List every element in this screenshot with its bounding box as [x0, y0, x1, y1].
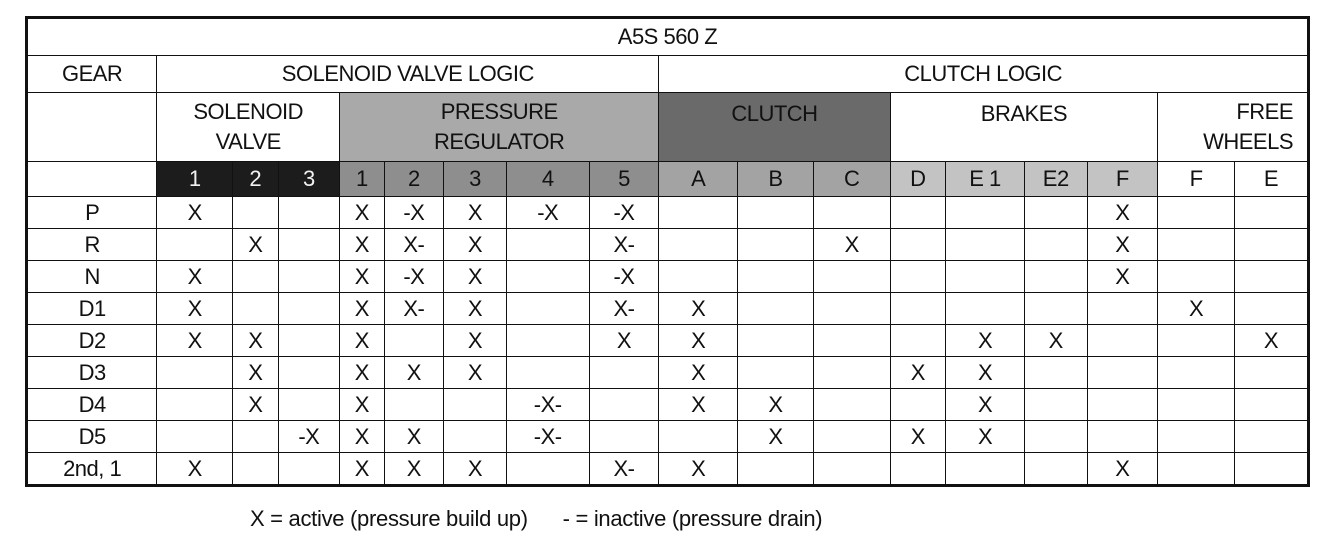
table-cell: X: [738, 389, 814, 421]
table-cell: [278, 293, 340, 325]
table-cell: X-: [384, 229, 444, 261]
table-cell: [659, 197, 738, 229]
solenoid-valve-header: [157, 93, 340, 162]
table-cell: X: [157, 325, 233, 357]
table-cell: [813, 357, 890, 389]
table-cell: X: [233, 229, 278, 261]
table-cell: X: [444, 453, 507, 486]
table-cell: [1158, 389, 1235, 421]
table-cell: X: [946, 325, 1025, 357]
table-cell: X-: [589, 229, 659, 261]
column-header: D: [890, 162, 946, 197]
column-header: F: [1158, 162, 1235, 197]
table-cell: X: [157, 293, 233, 325]
table-cell: X: [340, 325, 384, 357]
table-cell: -X: [589, 197, 659, 229]
table-cell: X: [340, 389, 384, 421]
gear-label: D5: [27, 421, 157, 453]
table-row: [27, 229, 1309, 261]
table-cell: X: [157, 261, 233, 293]
table-cell: [890, 293, 946, 325]
free-wheels-header: [1158, 93, 1309, 162]
clutch-header: CLUTCH: [659, 93, 890, 162]
table-cell: [890, 389, 946, 421]
table-cell: [659, 229, 738, 261]
column-header: 3: [278, 162, 340, 197]
table-cell: [1087, 325, 1158, 357]
table-cell: [813, 421, 890, 453]
table-cell: X: [340, 229, 384, 261]
table-cell: [233, 421, 278, 453]
gear-label: N: [27, 261, 157, 293]
table-cell: [890, 229, 946, 261]
table-cell: X: [890, 421, 946, 453]
table-cell: [738, 197, 814, 229]
table-row: [27, 421, 1309, 453]
column-header: 2: [233, 162, 278, 197]
column-header: E 1: [946, 162, 1025, 197]
table-cell: X: [340, 293, 384, 325]
table-cell: [506, 357, 589, 389]
table-cell: [157, 229, 233, 261]
table-cell: [659, 261, 738, 293]
table-cell: [278, 453, 340, 486]
table-cell: X: [659, 293, 738, 325]
table-cell: X: [444, 229, 507, 261]
table-cell: [1024, 261, 1087, 293]
header-line: PRESSURE: [440, 99, 558, 124]
table-cell: [1024, 421, 1087, 453]
table-cell: X: [659, 453, 738, 486]
table-cell: [384, 325, 444, 357]
legend-active: X = active (pressure build up): [250, 506, 528, 531]
table-cell: X: [659, 325, 738, 357]
table-cell: X: [1158, 293, 1235, 325]
solenoid-valve-logic-header: SOLENOID VALVE LOGIC: [157, 56, 659, 93]
column-header: E2: [1024, 162, 1087, 197]
table-cell: [278, 389, 340, 421]
table-cell: [1087, 421, 1158, 453]
table-cell: X: [1087, 229, 1158, 261]
table-cell: X: [738, 421, 814, 453]
table-cell: [233, 293, 278, 325]
header-line: FREE: [1236, 99, 1293, 124]
table-cell: [233, 261, 278, 293]
table-cell: [1087, 389, 1158, 421]
table-cell: [1158, 453, 1235, 486]
table-cell: X: [384, 421, 444, 453]
table-cell: [1158, 325, 1235, 357]
table-cell: [1235, 293, 1309, 325]
table-cell: X: [157, 197, 233, 229]
table-cell: [738, 453, 814, 486]
table-cell: [589, 357, 659, 389]
table-cell: [278, 325, 340, 357]
table-cell: -X: [589, 261, 659, 293]
table-cell: X: [157, 453, 233, 486]
column-header: C: [813, 162, 890, 197]
column-header: E: [1235, 162, 1309, 197]
table-cell: [444, 389, 507, 421]
table-cell: [444, 421, 507, 453]
table-cell: [1235, 357, 1309, 389]
gear-label: D2: [27, 325, 157, 357]
table-cell: X: [1235, 325, 1309, 357]
table-cell: [1158, 229, 1235, 261]
table-cell: X: [340, 453, 384, 486]
table-cell: X: [813, 229, 890, 261]
table-cell: X: [1024, 325, 1087, 357]
table-cell: X-: [384, 293, 444, 325]
table-cell: [738, 229, 814, 261]
table-cell: [157, 421, 233, 453]
gear-label: D1: [27, 293, 157, 325]
table-cell: [506, 325, 589, 357]
table-cell: [813, 389, 890, 421]
table-cell: [738, 357, 814, 389]
table-cell: X: [233, 357, 278, 389]
table-cell: X: [384, 453, 444, 486]
table-cell: [589, 389, 659, 421]
legend: [250, 506, 822, 532]
table-cell: [233, 453, 278, 486]
gear-label: D3: [27, 357, 157, 389]
table-cell: X: [1087, 197, 1158, 229]
table-cell: [1024, 357, 1087, 389]
table-cell: [890, 325, 946, 357]
table-cell: X: [1087, 261, 1158, 293]
table-cell: [946, 453, 1025, 486]
gear-label: R: [27, 229, 157, 261]
table-cell: [506, 261, 589, 293]
table-cell: [1158, 421, 1235, 453]
gear-label: D4: [27, 389, 157, 421]
gear-label: 2nd, 1: [27, 453, 157, 486]
table-cell: [1235, 421, 1309, 453]
table-cell: [233, 197, 278, 229]
empty-cell: [27, 162, 157, 197]
header-line: SOLENOID: [193, 99, 304, 124]
table-cell: [1158, 261, 1235, 293]
column-header: B: [738, 162, 814, 197]
table-cell: [589, 421, 659, 453]
table-cell: X: [589, 325, 659, 357]
gear-logic-table: [25, 16, 1310, 487]
table-cell: [157, 357, 233, 389]
table-cell: [1158, 357, 1235, 389]
table-cell: [813, 261, 890, 293]
table-row: [27, 357, 1309, 389]
table-cell: [1158, 197, 1235, 229]
table-cell: [1087, 293, 1158, 325]
table-cell: [1024, 453, 1087, 486]
column-header: F: [1087, 162, 1158, 197]
table-cell: -X: [278, 421, 340, 453]
table-row: [27, 293, 1309, 325]
pressure-regulator-header: [340, 93, 659, 162]
table-cell: -X: [384, 197, 444, 229]
table-cell: [946, 197, 1025, 229]
table-cell: [946, 229, 1025, 261]
column-header: 5: [589, 162, 659, 197]
table-cell: X: [233, 325, 278, 357]
table-cell: [946, 261, 1025, 293]
table-cell: -X: [506, 197, 589, 229]
table-cell: X: [340, 261, 384, 293]
table-cell: X: [1087, 453, 1158, 486]
table-cell: [1024, 229, 1087, 261]
table-cell: [506, 453, 589, 486]
table-cell: [384, 389, 444, 421]
header-line: WHEELS: [1203, 129, 1293, 154]
table-cell: [1235, 197, 1309, 229]
table-cell: X: [659, 389, 738, 421]
column-header: 4: [506, 162, 589, 197]
table-cell: [890, 261, 946, 293]
header-line: VALVE: [215, 129, 281, 154]
clutch-logic-header: CLUTCH LOGIC: [659, 56, 1309, 93]
table-title: A5S 560 Z: [27, 18, 1309, 56]
table-cell: -X-: [506, 389, 589, 421]
column-header: 1: [157, 162, 233, 197]
table-cell: [1235, 389, 1309, 421]
legend-inactive: - = inactive (pressure drain): [562, 506, 823, 531]
table-cell: -X: [384, 261, 444, 293]
table-cell: X: [946, 421, 1025, 453]
table-row: [27, 389, 1309, 421]
table-row: [27, 325, 1309, 357]
table-row: [27, 261, 1309, 293]
table-cell: [946, 293, 1025, 325]
column-header: 2: [384, 162, 444, 197]
table-cell: [1087, 357, 1158, 389]
table-cell: [278, 197, 340, 229]
table-row: [27, 197, 1309, 229]
table-cell: [1235, 453, 1309, 486]
table-cell: -X-: [506, 421, 589, 453]
table-cell: [738, 261, 814, 293]
column-header: 1: [340, 162, 384, 197]
table-cell: X: [946, 389, 1025, 421]
table-cell: [890, 453, 946, 486]
table-cell: X: [444, 293, 507, 325]
table-cell: X: [444, 325, 507, 357]
table-cell: [1024, 197, 1087, 229]
table-cell: X-: [589, 293, 659, 325]
gear-header: GEAR: [27, 56, 157, 93]
table-cell: [1235, 261, 1309, 293]
column-header: A: [659, 162, 738, 197]
table-cell: X: [444, 197, 507, 229]
table-row: [27, 453, 1309, 486]
gear-label: P: [27, 197, 157, 229]
table-cell: [738, 293, 814, 325]
table-cell: [813, 293, 890, 325]
table-cell: [813, 197, 890, 229]
table-cell: [506, 293, 589, 325]
column-header: 3: [444, 162, 507, 197]
table-cell: X: [659, 357, 738, 389]
table-cell: [1024, 293, 1087, 325]
table-cell: [1024, 389, 1087, 421]
header-line: REGULATOR: [434, 129, 565, 154]
table-cell: X: [340, 357, 384, 389]
table-cell: [1235, 229, 1309, 261]
table-cell: [278, 229, 340, 261]
table-cell: X: [340, 421, 384, 453]
table-cell: [738, 325, 814, 357]
table-cell: X: [946, 357, 1025, 389]
table-cell: [813, 325, 890, 357]
brakes-header: BRAKES: [890, 93, 1158, 162]
table-cell: X: [444, 261, 507, 293]
table-cell: [278, 261, 340, 293]
table-cell: X: [444, 357, 507, 389]
table-cell: X-: [589, 453, 659, 486]
table-cell: X: [340, 197, 384, 229]
table-cell: [890, 197, 946, 229]
table-cell: X: [384, 357, 444, 389]
table-cell: [506, 229, 589, 261]
table-cell: X: [233, 389, 278, 421]
table-cell: [157, 389, 233, 421]
empty-cell: [27, 93, 157, 162]
table-cell: [659, 421, 738, 453]
table-cell: [278, 357, 340, 389]
table-cell: X: [890, 357, 946, 389]
table-cell: [813, 453, 890, 486]
